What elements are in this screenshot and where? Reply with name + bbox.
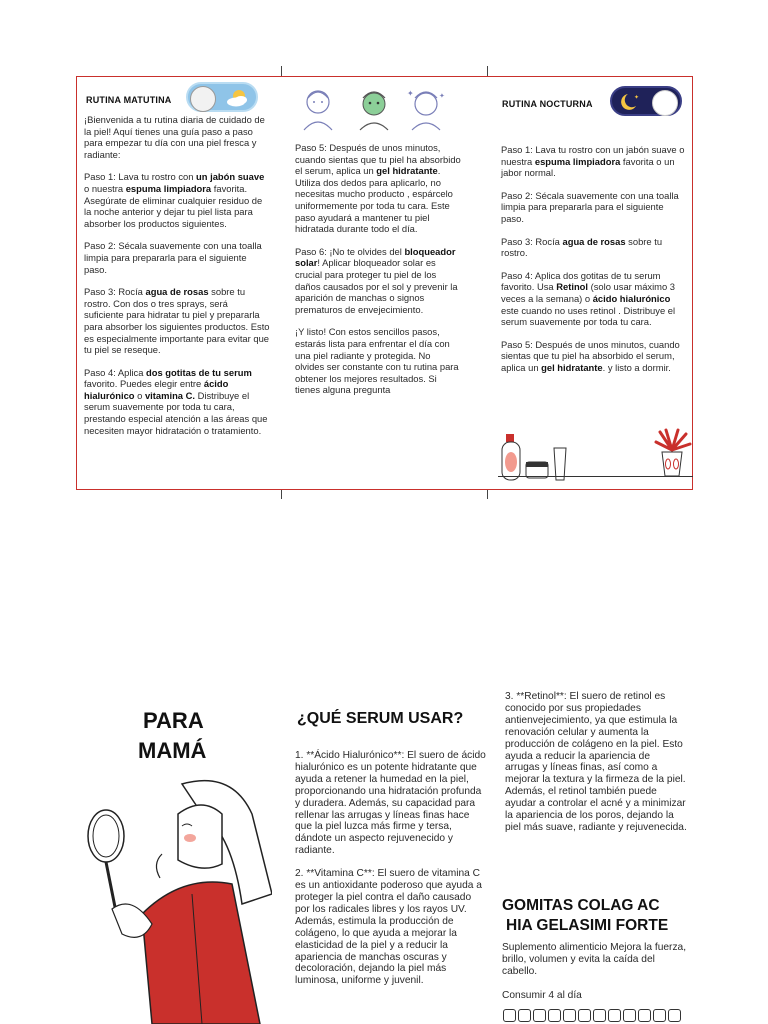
tracker-box[interactable] xyxy=(668,1009,681,1022)
tracker-box[interactable] xyxy=(503,1009,516,1022)
woman-mirror-illustration xyxy=(82,774,272,1024)
face-mask-icon xyxy=(352,84,396,132)
serum-title: ¿QUÉ SERUM USAR? xyxy=(297,710,464,727)
tracker-box[interactable] xyxy=(548,1009,561,1022)
tracker-box[interactable] xyxy=(563,1009,576,1022)
morning-closing: ¡Y listo! Con estos sencillos pasos, estarás lista para enfrentar el día con una piel radiante y protegida. No olvides ser constante con tu rutina para obtener los mejores resultados. Si tienes alguna pregunta xyxy=(295,326,459,396)
morning-title: RUTINA MATUTINA xyxy=(86,95,172,105)
plant-pot-icon xyxy=(652,428,692,478)
dosage-tracker xyxy=(503,1009,681,1022)
gummies-title-line-1: GOMITAS COLAG AC xyxy=(502,897,660,914)
tracker-box[interactable] xyxy=(578,1009,591,1022)
morning-intro: ¡Bienvenida a tu rutina diaria de cuidado de la piel! Aquí tienes una guía paso a paso para empezar tu día con una piel fresca y radiante: xyxy=(84,114,265,160)
tracker-box[interactable] xyxy=(653,1009,666,1022)
tracker-box[interactable] xyxy=(623,1009,636,1022)
middle-column xyxy=(295,142,461,407)
night-step-3: Paso 3: Rocía agua de rosas sobre tu rostro. xyxy=(501,235,663,259)
night-column xyxy=(501,144,689,385)
svg-text:✦: ✦ xyxy=(407,89,414,98)
toggle-knob xyxy=(652,90,678,116)
skincare-bottles-icon xyxy=(498,432,578,482)
crop-mark xyxy=(281,489,282,499)
morning-step-2: Paso 2: Sécala suavemente con una toalla limpia para prepararla para el siguiente paso. xyxy=(84,240,262,275)
tracker-box[interactable] xyxy=(608,1009,621,1022)
sun-cloud-icon xyxy=(224,87,252,109)
tracker-box[interactable] xyxy=(593,1009,606,1022)
moon-star-icon xyxy=(618,91,642,113)
morning-step-1: Paso 1: Lava tu rostro con un jabón suave o nuestra espuma limpiadora favorita. Asegúrate de eliminar cualquier residuo de la noche anterior y dejar tu piel lista para absorber los productos siguientes. xyxy=(84,171,265,229)
night-toggle xyxy=(610,86,682,116)
morning-step-3: Paso 3: Rocía agua de rosas sobre tu rostro. Con dos o tres sprays, será suficiente para hidratar tu piel y prepararla para absorber los siguientes productos. Esto es especialmente importante para evitar que tu piel se reseque. xyxy=(84,286,270,356)
morning-step-4: Paso 4: Aplica dos gotitas de tu serum favorito. Puedes elegir entre ácido hialurónico o vitamina C. Distribuye el serum suavemente por toda tu cara, prestando especial atención a las áreas que necesiten mayor hidratación o tratamiento. xyxy=(84,366,268,436)
morning-step-5: Paso 5: Después de unos minutos, cuando sientas que tu piel ha absorbido el serum, aplica un gel hidratante. Utiliza dos dedos para aplicarlo, no necesitas mucho producto , espárcelo uniformemente por toda tu cara. Este paso ayudará a mantener tu piel hidratada durante todo el día. xyxy=(295,142,461,235)
svg-text:✦: ✦ xyxy=(439,93,445,100)
morning-column xyxy=(84,114,270,447)
cover-title-line-1: PARA xyxy=(143,708,204,733)
gummies-description: Suplemento alimenticio Mejora la fuerza, brillo, volumen y evita la caída del cabello. xyxy=(502,942,687,977)
gummies-title-line-2: HIA GELASIMI FORTE xyxy=(506,917,669,934)
tracker-box[interactable] xyxy=(533,1009,546,1022)
night-step-4: Paso 4: Aplica dos gotitas de tu serum favorito. Usa Retinol (solo usar máximo 3 veces a la semana) o ácido hialurónico este cuando no uses retinol . Distribuye el serum suavemente por toda tu cara. xyxy=(501,269,676,328)
tracker-box[interactable] xyxy=(518,1009,531,1022)
crop-mark xyxy=(487,489,488,499)
gummies-dosage: Consumir 4 al día xyxy=(502,990,582,1001)
night-step-2: Paso 2: Sécala suavemente con una toalla limpia para prepararla para el siguiente paso. xyxy=(501,189,679,224)
morning-step-6: Paso 6: ¡No te olvides del bloqueador solar! Aplicar bloqueador solar es crucial para proteger tu piel de los daños causados por el sol y prevenir la aparición de manchas o signos prematuros de envejecimiento. xyxy=(295,245,458,315)
crop-mark xyxy=(281,66,282,76)
morning-toggle xyxy=(186,82,258,112)
crop-mark xyxy=(487,66,488,76)
cover-title-line-2: MAMÁ xyxy=(138,738,207,763)
serum-item-2: 2. **Vitamina C**: El suero de vitamina C es un antioxidante poderoso que ayuda a proteger la piel contra el daño causado por los radicales libres y los rayos UV. Además, estimula la producción de colágeno, lo que ayuda a mejorar la elasticidad de la piel y a reducir la apariencia de manchas oscuras y decoloración, dejando la piel más luminosa, uniforme y juvenil. xyxy=(295,868,482,987)
night-title: RUTINA NOCTURNA xyxy=(502,99,593,109)
serum-list xyxy=(295,750,487,998)
serum-item-3: 3. **Retinol**: El suero de retinol es conocido por sus propiedades antienvejecimiento, ya que estimula la renovación celular y aumenta la producción de colágeno en la piel. Esto ayuda a reducir la apariencia de arrugas y líneas finas, así como a mejorar la textura y la firmeza de la piel. Además, el retinol también puede ayudar a controlar el acné y a minimizar la apariencia de los poros, dejando la piel más suave, radiante y rejuvenecida. xyxy=(505,691,687,833)
toggle-knob xyxy=(190,86,216,112)
night-step-5: Paso 5: Después de unos minutos, cuando sientas que tu piel ha absorbido el serum, aplica un gel hidratante. y listo a dormir. xyxy=(501,338,680,373)
woman-face-icon xyxy=(296,84,340,132)
woman-sparkle-icon xyxy=(404,84,448,132)
night-step-1: Paso 1: Lava tu rostro con un jabón suave o nuestra espuma limpiadora favorita o un jabor normal. xyxy=(501,144,685,179)
tracker-box[interactable] xyxy=(638,1009,651,1022)
serum-item-1: 1. **Ácido Hialurónico**: El suero de ácido hialurónico es un potente hidratante que ayuda a retener la humedad en la piel, proporcionando una hidratación profunda y duradera. Además, su capacidad para rellenar las arrugas y líneas finas hace que la piel luzca más firme y tersa, dándote un aspecto rejuvenecido y radiante. xyxy=(295,750,486,857)
svg-text:✦: ✦ xyxy=(634,95,640,101)
